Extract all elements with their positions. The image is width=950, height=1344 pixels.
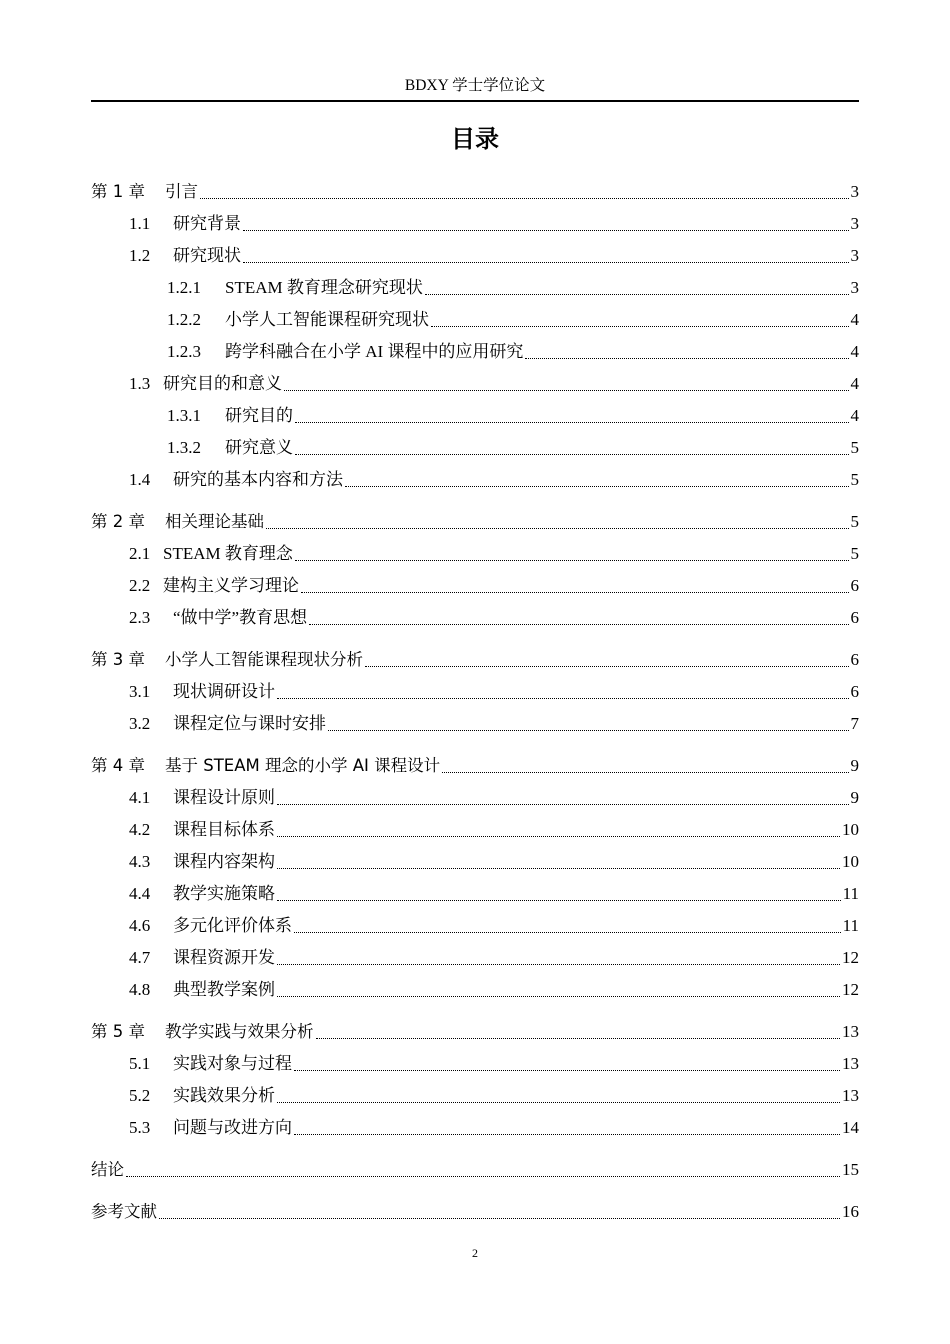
toc-entry[interactable] <box>91 846 859 878</box>
toc-entry-label: 课程设计原则 <box>173 788 275 807</box>
toc-entry-number: 1.4 <box>129 470 151 489</box>
toc-entry-page: 10 <box>842 820 859 839</box>
toc-entry-chapter[interactable] <box>91 750 859 782</box>
toc-entry-page: 12 <box>842 948 859 967</box>
toc-entry-number: 1.3.2 <box>167 438 201 457</box>
toc-entry-page: 13 <box>842 1022 859 1041</box>
toc-entry-label: 研究现状 <box>173 246 241 265</box>
toc-entry-page: 3 <box>850 278 859 297</box>
toc-entry-label: 引言 <box>165 182 198 201</box>
toc-entry-label: “做中学”教育思想 <box>173 608 308 627</box>
toc-entry[interactable] <box>91 910 859 942</box>
toc-entry[interactable] <box>91 368 859 400</box>
toc-entry-number: 1.2.3 <box>167 342 201 361</box>
toc-entry-page: 4 <box>850 374 859 393</box>
toc-entry-page: 9 <box>850 756 859 775</box>
toc-entry-number: 4.3 <box>129 852 151 871</box>
toc-entry[interactable] <box>91 432 859 464</box>
toc-entry-label: 结论 <box>91 1160 124 1179</box>
dot-leader <box>200 197 849 199</box>
dot-leader <box>309 623 848 625</box>
toc-entry-number: 1.1 <box>129 214 151 233</box>
dot-leader <box>316 1037 841 1039</box>
dot-leader <box>328 729 849 731</box>
dot-leader <box>345 485 849 487</box>
toc-entry-label: 研究背景 <box>173 214 241 233</box>
toc-entry[interactable] <box>91 464 859 496</box>
toc-entry-chapter[interactable] <box>91 176 859 208</box>
toc-entry-number: 3.2 <box>129 714 151 733</box>
toc-entry[interactable] <box>91 336 859 368</box>
toc-entry-page: 13 <box>842 1054 859 1073</box>
toc-entry-number: 第 2 章 <box>91 512 145 531</box>
toc-entry-page: 4 <box>850 342 859 361</box>
dot-leader <box>525 357 848 359</box>
toc-entry-label: 相关理论基础 <box>165 512 264 531</box>
toc-entry-label: 典型教学案例 <box>173 980 275 999</box>
toc-entry-label: 多元化评价体系 <box>173 916 292 935</box>
toc-entry-label: 建构主义学习理论 <box>163 576 299 595</box>
toc-entry-page: 5 <box>850 544 859 563</box>
toc-entry[interactable] <box>91 708 859 740</box>
dot-leader <box>277 697 849 699</box>
toc-entry-page: 10 <box>842 852 859 871</box>
toc-entry[interactable] <box>91 602 859 634</box>
toc-entry[interactable] <box>91 1112 859 1144</box>
dot-leader <box>266 527 849 529</box>
toc-entry-number: 4.2 <box>129 820 151 839</box>
toc-entry-page: 6 <box>850 608 859 627</box>
toc-entry[interactable] <box>91 1048 859 1080</box>
toc-entry-page: 15 <box>842 1160 859 1179</box>
page-number: 2 <box>472 1246 478 1260</box>
toc-entry-chapter[interactable] <box>91 644 859 676</box>
toc-entry[interactable] <box>91 400 859 432</box>
running-header: BDXY 学士学位论文 <box>404 77 546 94</box>
toc-entry-page: 4 <box>850 310 859 329</box>
toc-entry[interactable] <box>91 676 859 708</box>
dot-leader <box>301 591 849 593</box>
toc-entry-label: STEAM 教育理念研究现状 <box>225 278 423 297</box>
toc-entry-number: 3.1 <box>129 682 151 701</box>
dot-leader <box>243 261 849 263</box>
toc-entry-label: 教学实施策略 <box>173 884 275 903</box>
dot-leader <box>277 995 840 997</box>
header-rule <box>91 100 859 102</box>
toc-entry-label: 实践对象与过程 <box>173 1054 292 1073</box>
toc-entry-number: 1.3.1 <box>167 406 201 425</box>
toc-entry-label: 现状调研设计 <box>173 682 275 701</box>
toc-entry-number: 5.3 <box>129 1118 151 1137</box>
dot-leader <box>159 1217 840 1219</box>
toc-entry-number: 4.7 <box>129 948 151 967</box>
toc-entry-number: 第 1 章 <box>91 182 145 201</box>
toc-entry-label: 课程内容架构 <box>173 852 275 871</box>
toc-entry-page: 11 <box>842 884 859 903</box>
toc-entry-page: 11 <box>842 916 859 935</box>
toc-entry[interactable] <box>91 814 859 846</box>
dot-leader <box>295 559 849 561</box>
toc-entry-page: 12 <box>842 980 859 999</box>
dot-leader <box>277 899 841 901</box>
toc-entry-page: 3 <box>850 182 859 201</box>
toc-entry-number: 1.3 <box>129 374 151 393</box>
dot-leader <box>277 835 840 837</box>
toc-entry-page: 14 <box>842 1118 859 1137</box>
table-of-contents <box>91 176 859 1228</box>
dot-leader <box>295 453 849 455</box>
toc-entry[interactable] <box>91 1080 859 1112</box>
toc-entry-label: 课程定位与课时安排 <box>173 714 326 733</box>
toc-entry-label: 实践效果分析 <box>173 1086 275 1105</box>
toc-entry-number: 第 5 章 <box>91 1022 145 1041</box>
toc-entry-number: 2.1 <box>129 544 151 563</box>
toc-entry-page: 9 <box>850 788 859 807</box>
toc-entry-label: 参考文献 <box>91 1202 157 1221</box>
toc-entry-page: 6 <box>850 650 859 669</box>
toc-entry-chapter[interactable] <box>91 506 859 538</box>
toc-entry-label: 小学人工智能课程研究现状 <box>225 310 429 329</box>
dot-leader <box>294 931 841 933</box>
toc-entry[interactable] <box>91 272 859 304</box>
toc-entry[interactable] <box>91 538 859 570</box>
dot-leader <box>277 963 840 965</box>
toc-entry-number: 5.1 <box>129 1054 151 1073</box>
dot-leader <box>277 867 840 869</box>
toc-entry-label: 课程资源开发 <box>173 948 275 967</box>
toc-entry-label: 跨学科融合在小学 AI 课程中的应用研究 <box>225 342 524 361</box>
toc-entry[interactable] <box>91 240 859 272</box>
dot-leader <box>284 389 849 391</box>
toc-entry-page: 3 <box>850 246 859 265</box>
toc-entry-number: 4.8 <box>129 980 151 999</box>
toc-entry[interactable] <box>91 570 859 602</box>
toc-entry-page: 6 <box>850 682 859 701</box>
toc-entry-chapter[interactable] <box>91 1016 859 1048</box>
toc-entry-label: STEAM 教育理念 <box>163 544 293 563</box>
toc-entry-page: 5 <box>850 470 859 489</box>
toc-title: 目录 <box>451 125 499 153</box>
toc-entry-label: 研究意义 <box>225 438 293 457</box>
toc-entry-number: 4.6 <box>129 916 151 935</box>
toc-entry-number: 第 3 章 <box>91 650 145 669</box>
toc-entry-chapter[interactable] <box>91 1154 859 1186</box>
toc-entry-number: 4.4 <box>129 884 151 903</box>
dot-leader <box>243 229 849 231</box>
toc-entry-page: 3 <box>850 214 859 233</box>
dot-leader <box>294 1069 840 1071</box>
toc-entry-label: 研究的基本内容和方法 <box>173 470 343 489</box>
toc-entry-page: 5 <box>850 438 859 457</box>
toc-entry-label: 小学人工智能课程现状分析 <box>165 650 363 669</box>
dot-leader <box>431 325 849 327</box>
toc-entry[interactable] <box>91 878 859 910</box>
toc-entry-page: 7 <box>850 714 859 733</box>
toc-entry-chapter[interactable] <box>91 1196 859 1228</box>
toc-entry[interactable] <box>91 974 859 1006</box>
dot-leader <box>277 803 849 805</box>
toc-entry-label: 研究目的 <box>225 406 293 425</box>
dot-leader <box>425 293 849 295</box>
dot-leader <box>294 1133 840 1135</box>
toc-entry-number: 1.2.1 <box>167 278 201 297</box>
toc-entry-label: 基于 STEAM 理念的小学 AI 课程设计 <box>165 756 441 775</box>
toc-entry-number: 5.2 <box>129 1086 151 1105</box>
dot-leader <box>365 665 849 667</box>
toc-entry[interactable] <box>91 942 859 974</box>
toc-entry[interactable] <box>91 208 859 240</box>
toc-entry-number: 2.3 <box>129 608 151 627</box>
toc-entry-number: 第 4 章 <box>91 756 145 775</box>
dot-leader <box>277 1101 840 1103</box>
toc-entry-page: 4 <box>850 406 859 425</box>
toc-entry-number: 4.1 <box>129 788 151 807</box>
toc-entry-label: 教学实践与效果分析 <box>165 1022 314 1041</box>
toc-entry-label: 问题与改进方向 <box>173 1118 292 1137</box>
toc-entry-page: 16 <box>842 1202 859 1221</box>
toc-entry-page: 6 <box>850 576 859 595</box>
toc-entry-number: 1.2 <box>129 246 151 265</box>
toc-entry-number: 1.2.2 <box>167 310 201 329</box>
toc-entry-page: 13 <box>842 1086 859 1105</box>
dot-leader <box>295 421 849 423</box>
toc-entry[interactable] <box>91 304 859 336</box>
toc-entry-label: 课程目标体系 <box>173 820 275 839</box>
toc-entry-number: 2.2 <box>129 576 151 595</box>
toc-entry-page: 5 <box>850 512 859 531</box>
dot-leader <box>126 1175 840 1177</box>
toc-entry-label: 研究目的和意义 <box>163 374 282 393</box>
toc-entry[interactable] <box>91 782 859 814</box>
dot-leader <box>442 771 848 773</box>
